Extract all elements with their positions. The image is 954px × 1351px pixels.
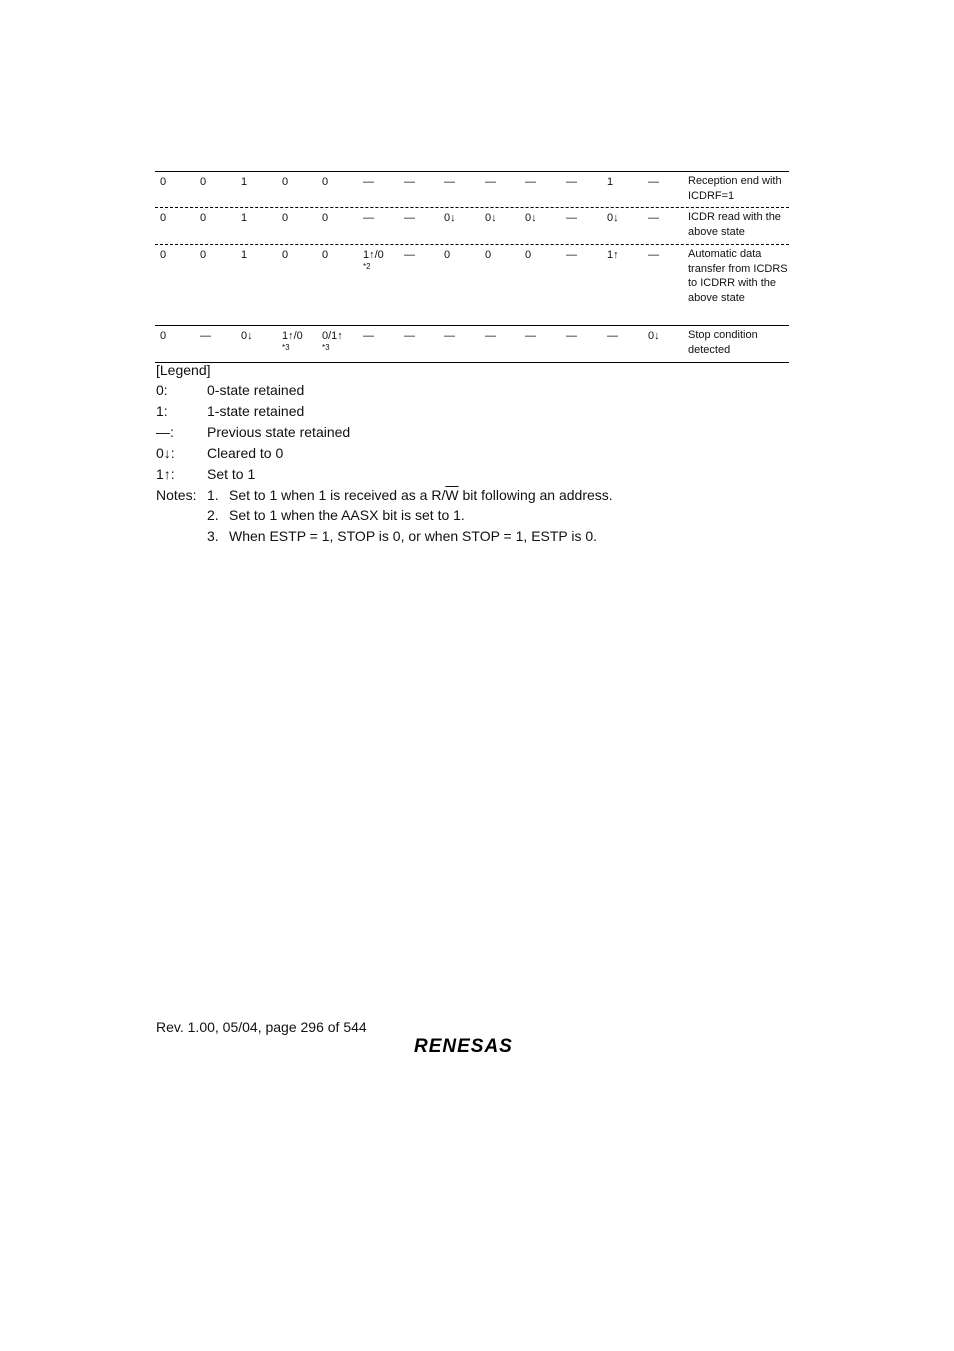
row-description: Stop condition detected: [688, 329, 758, 356]
table-cell: [404, 329, 415, 344]
table-cell: [241, 211, 247, 226]
legend-key: —:: [156, 424, 174, 440]
cell-value: —: [363, 330, 374, 342]
cell-value: —: [404, 176, 415, 188]
cell-value: —: [444, 330, 455, 342]
table-cell: [444, 248, 450, 263]
table-cell: [200, 175, 206, 190]
table-cell: [363, 329, 374, 344]
table-cell: [282, 329, 303, 353]
cell-value: 0: [200, 212, 207, 224]
renesas-logo: [412, 1034, 536, 1061]
legend-text: Cleared to 0: [207, 445, 284, 461]
table-cell: [404, 175, 415, 190]
cell-value: 0: [160, 176, 167, 188]
legend-key: 0↓:: [156, 445, 175, 461]
legend-item: [156, 381, 304, 399]
renesas-logo-mark: [412, 1034, 536, 1056]
notes-label: Notes:: [156, 487, 197, 503]
cell-value: —: [363, 176, 374, 188]
table-cell: [607, 329, 618, 344]
cell-value: 0↓: [607, 212, 619, 224]
cell-value: 0↓: [485, 212, 497, 224]
table-cell: [200, 329, 211, 344]
cell-value: 1↑/0: [282, 330, 303, 342]
legend-text: 1-state retained: [207, 403, 305, 419]
table-cell: [282, 211, 288, 226]
table-cell: [200, 211, 206, 226]
table-row: [155, 208, 789, 245]
note-1: [229, 486, 613, 504]
cell-value: —: [566, 212, 577, 224]
note-1-text-a: Set to 1 when 1 is received as a R/: [229, 487, 446, 503]
legend-title: [Legend]: [156, 362, 211, 378]
cell-value: 0↓: [525, 212, 537, 224]
legend-item: [156, 402, 304, 420]
table-cell: [607, 175, 613, 190]
table-cell: [322, 248, 328, 263]
table-cell: [404, 248, 415, 263]
cell-value: —: [566, 176, 577, 188]
table-row: [155, 245, 789, 326]
legend-key: 1:: [156, 403, 168, 419]
table-cell: [525, 248, 531, 263]
table-cell: [160, 248, 166, 263]
table-cell: [160, 329, 166, 344]
cell-value: 1↑: [607, 249, 619, 261]
cell-value: 0: [200, 176, 207, 188]
cell-value: 0: [200, 249, 207, 261]
table-cell: [322, 175, 328, 190]
table-cell: [525, 211, 537, 226]
table-cell: [648, 329, 660, 344]
cell-value: 0: [282, 212, 289, 224]
table-cell: [607, 248, 619, 263]
legend-item: [156, 423, 350, 441]
note-2-number: 2.: [207, 507, 219, 523]
table-cell: [363, 211, 374, 226]
table-cell: [485, 329, 496, 344]
table-cell: [322, 329, 343, 353]
table-cell: [566, 248, 577, 263]
table-cell: [444, 175, 455, 190]
cell-value: 0↓: [648, 330, 660, 342]
table-cell: [525, 175, 536, 190]
note-1-text-b: bit following an address.: [458, 487, 613, 503]
table-cell: [200, 248, 206, 263]
cell-value: —: [485, 330, 496, 342]
table-cell: [648, 211, 659, 226]
cell-value: —: [566, 249, 577, 261]
cell-value: —: [566, 330, 577, 342]
table-cell: [444, 211, 456, 226]
cell-value: —: [404, 330, 415, 342]
table-cell: [160, 175, 166, 190]
cell-value: 0: [160, 212, 167, 224]
cell-value: —: [485, 176, 496, 188]
cell-value: 0↓: [241, 330, 253, 342]
logo-text: RENESAS: [414, 1036, 513, 1056]
cell-value: 0: [282, 249, 289, 261]
table-cell: [363, 248, 384, 272]
table-cell: [485, 211, 497, 226]
cell-value: 0: [160, 330, 167, 342]
table-cell: [241, 329, 253, 344]
cell-value: 0: [444, 249, 451, 261]
table-cell: [241, 175, 247, 190]
table-cell: [607, 211, 619, 226]
table-cell: [322, 211, 328, 226]
legend-key: 1↑:: [156, 466, 175, 482]
cell-value: —: [525, 176, 536, 188]
table-cell: [444, 329, 455, 344]
cell-value: —: [648, 212, 659, 224]
cell-value: —: [404, 212, 415, 224]
table-cell: [485, 175, 496, 190]
legend-text: 0-state retained: [207, 382, 305, 398]
note-1-w-overline: $\overline{W}$: [445, 487, 459, 503]
table-cell: [282, 175, 288, 190]
cell-value: —: [648, 249, 659, 261]
row-description: ICDR read with the above state: [688, 211, 781, 238]
note-3: When ESTP = 1, STOP is 0, or when STOP = 1, ESTP is 0.: [229, 528, 598, 544]
cell-value: 0: [282, 176, 289, 188]
table-row: [155, 326, 789, 363]
cell-footnote-ref: *3: [322, 342, 330, 352]
table-cell: [282, 248, 288, 263]
note-2: Set to 1 when the AASX bit is set to 1.: [229, 507, 465, 523]
cell-value: 1↑/0: [363, 249, 384, 261]
table-cell: [525, 329, 536, 344]
table-cell: [363, 175, 374, 190]
cell-value: —: [607, 330, 618, 342]
row-description: Reception end with ICDRF=1: [688, 175, 782, 202]
table-row: [155, 172, 789, 208]
table-cell: [566, 175, 577, 190]
cell-value: 1: [241, 212, 248, 224]
legend-text: Set to 1: [207, 466, 256, 482]
cell-value: 0/1↑: [322, 330, 343, 342]
legend-item: [156, 444, 283, 462]
cell-value: 1: [607, 176, 614, 188]
table-cell: [404, 211, 415, 226]
cell-value: 1: [241, 176, 248, 188]
cell-value: —: [525, 330, 536, 342]
cell-value: —: [363, 212, 374, 224]
table-cell: [648, 175, 659, 190]
page-reference: Rev. 1.00, 05/04, page 296 of 544: [156, 1019, 367, 1035]
cell-value: 0: [322, 249, 329, 261]
cell-value: 0: [525, 249, 532, 261]
cell-value: —: [444, 176, 455, 188]
cell-value: 0: [322, 212, 329, 224]
cell-value: 0: [485, 249, 492, 261]
note-3-number: 3.: [207, 528, 219, 544]
table-cell: [485, 248, 491, 263]
cell-value: 0↓: [444, 212, 456, 224]
cell-value: 1: [241, 249, 248, 261]
table-cell: [566, 211, 577, 226]
table-cell: [566, 329, 577, 344]
cell-footnote-ref: *2: [363, 261, 371, 271]
table-cell: [241, 248, 247, 263]
register-state-table: [155, 171, 789, 363]
legend-key: 0:: [156, 382, 168, 398]
row-description: Automatic data transfer from ICDRS to ICDRR with the above state: [688, 248, 788, 304]
cell-value: 0: [322, 176, 329, 188]
table-cell: [648, 248, 659, 263]
cell-value: —: [404, 249, 415, 261]
legend-text: Previous state retained: [207, 424, 351, 440]
cell-footnote-ref: *3: [282, 342, 290, 352]
cell-value: —: [200, 330, 211, 342]
cell-value: 0: [160, 249, 167, 261]
legend-item: [156, 465, 255, 483]
table-cell: [160, 211, 166, 226]
cell-value: —: [648, 176, 659, 188]
note-1-number: 1.: [207, 487, 219, 503]
